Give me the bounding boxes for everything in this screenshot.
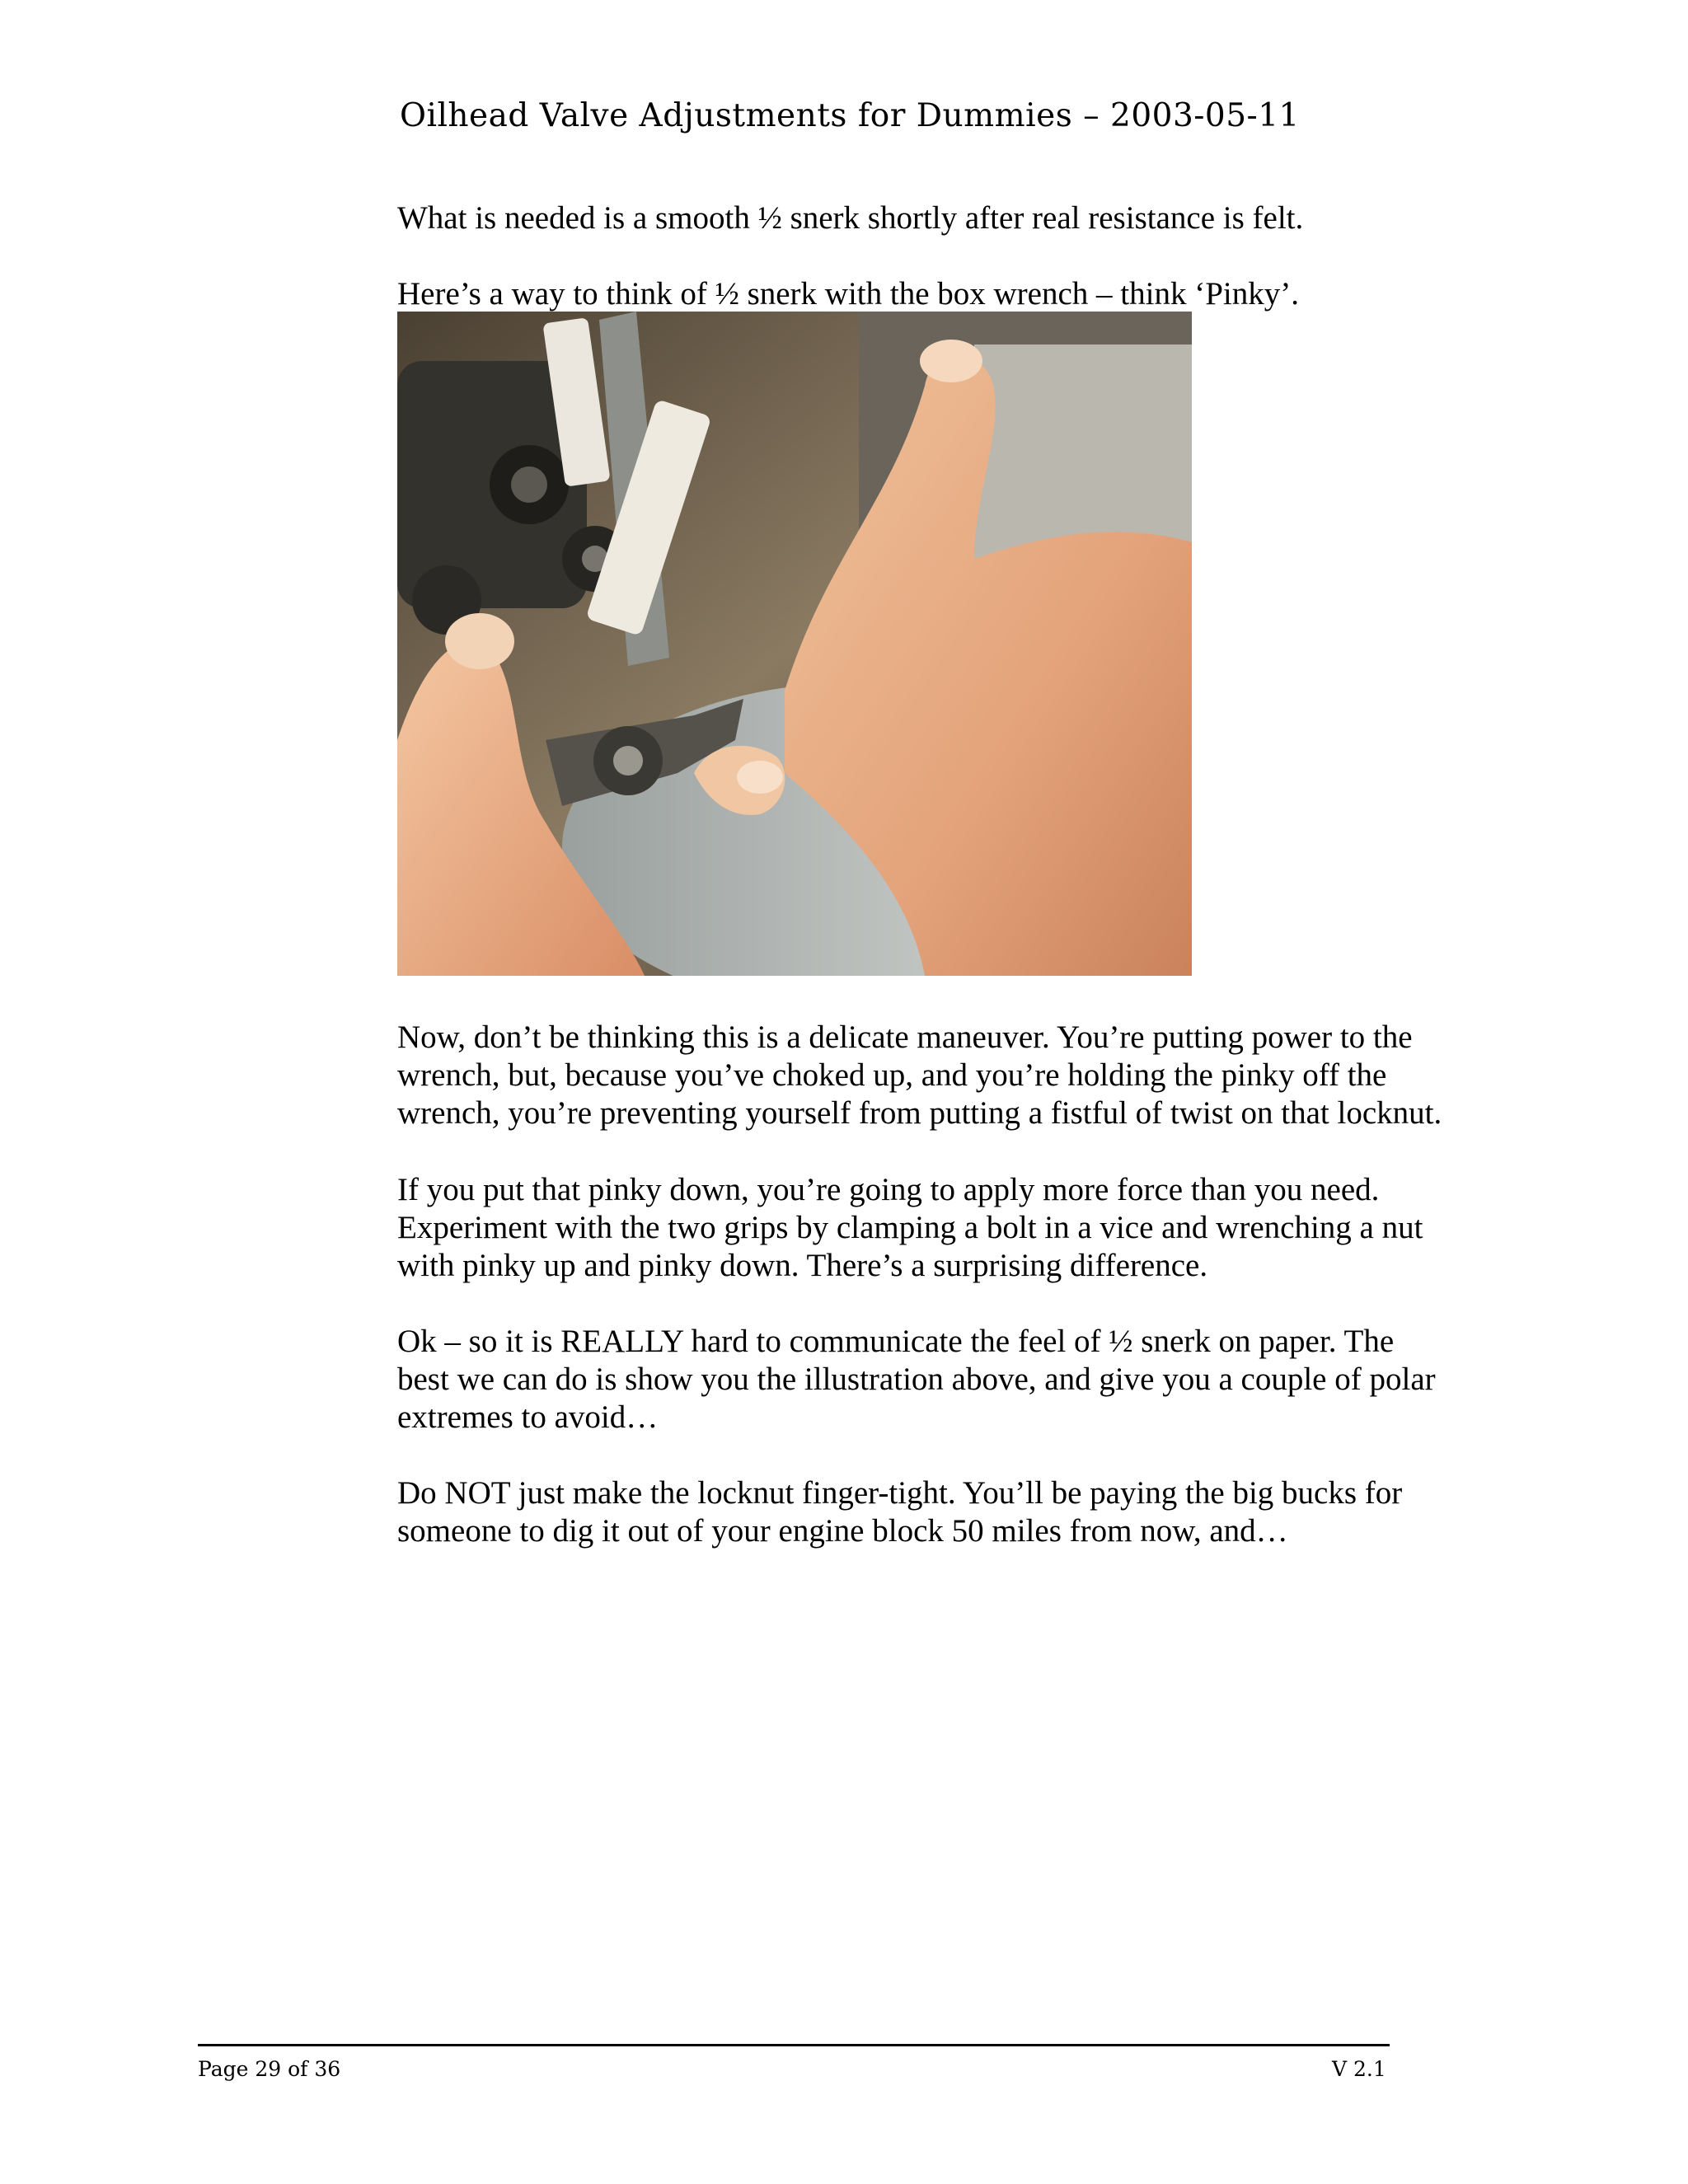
paragraph-text: Ok – so it is REALLY hard to communicate the feel of ½ snerk on paper. The best we can do is show you the illustration above, and give you a couple of polar extremes to avoid…: [397, 1324, 1436, 1435]
paragraph-2: [397, 275, 1493, 313]
paragraph-5: [397, 1323, 1493, 1436]
footer-version: V 2.1: [1332, 2057, 1386, 2081]
footer-page-number: Page 29 of 36: [198, 2057, 341, 2081]
paragraph-4: [397, 1171, 1493, 1285]
footer-divider: [198, 2044, 1390, 2046]
paragraph-text: Now, don’t be thinking this is a delicate maneuver. You’re putting power to the wrench, but, because you’ve choked up, and you’re holding the pinky off the wrench, you’re preventing yourself from putting a fistful of twist on that locknut.: [397, 1019, 1442, 1131]
paragraph-6: [397, 1474, 1493, 1550]
page-header-title: Oilhead Valve Adjustments for Dummies – 2003-05-11: [400, 97, 1300, 134]
paragraph-1: [397, 199, 1493, 237]
paragraph-text: Do NOT just make the locknut finger-tight. You’ll be paying the big bucks for someone to dig it out of your engine block 50 miles from now, and…: [397, 1475, 1403, 1549]
paragraph-text: Here’s a way to think of ½ snerk with the box wrench – think ‘Pinky’.: [397, 276, 1299, 312]
wrench-grip-photo: [397, 312, 1192, 976]
paragraph-text: If you put that pinky down, you’re going to apply more force than you need. Experiment with the two grips by clamping a bolt in a vice and wrenching a nut with pinky up and pinky down. There’s a surprising difference.: [397, 1172, 1423, 1283]
paragraph-text: What is needed is a smooth ½ snerk shortly after real resistance is felt.: [397, 200, 1304, 236]
paragraph-3: [397, 1019, 1493, 1132]
